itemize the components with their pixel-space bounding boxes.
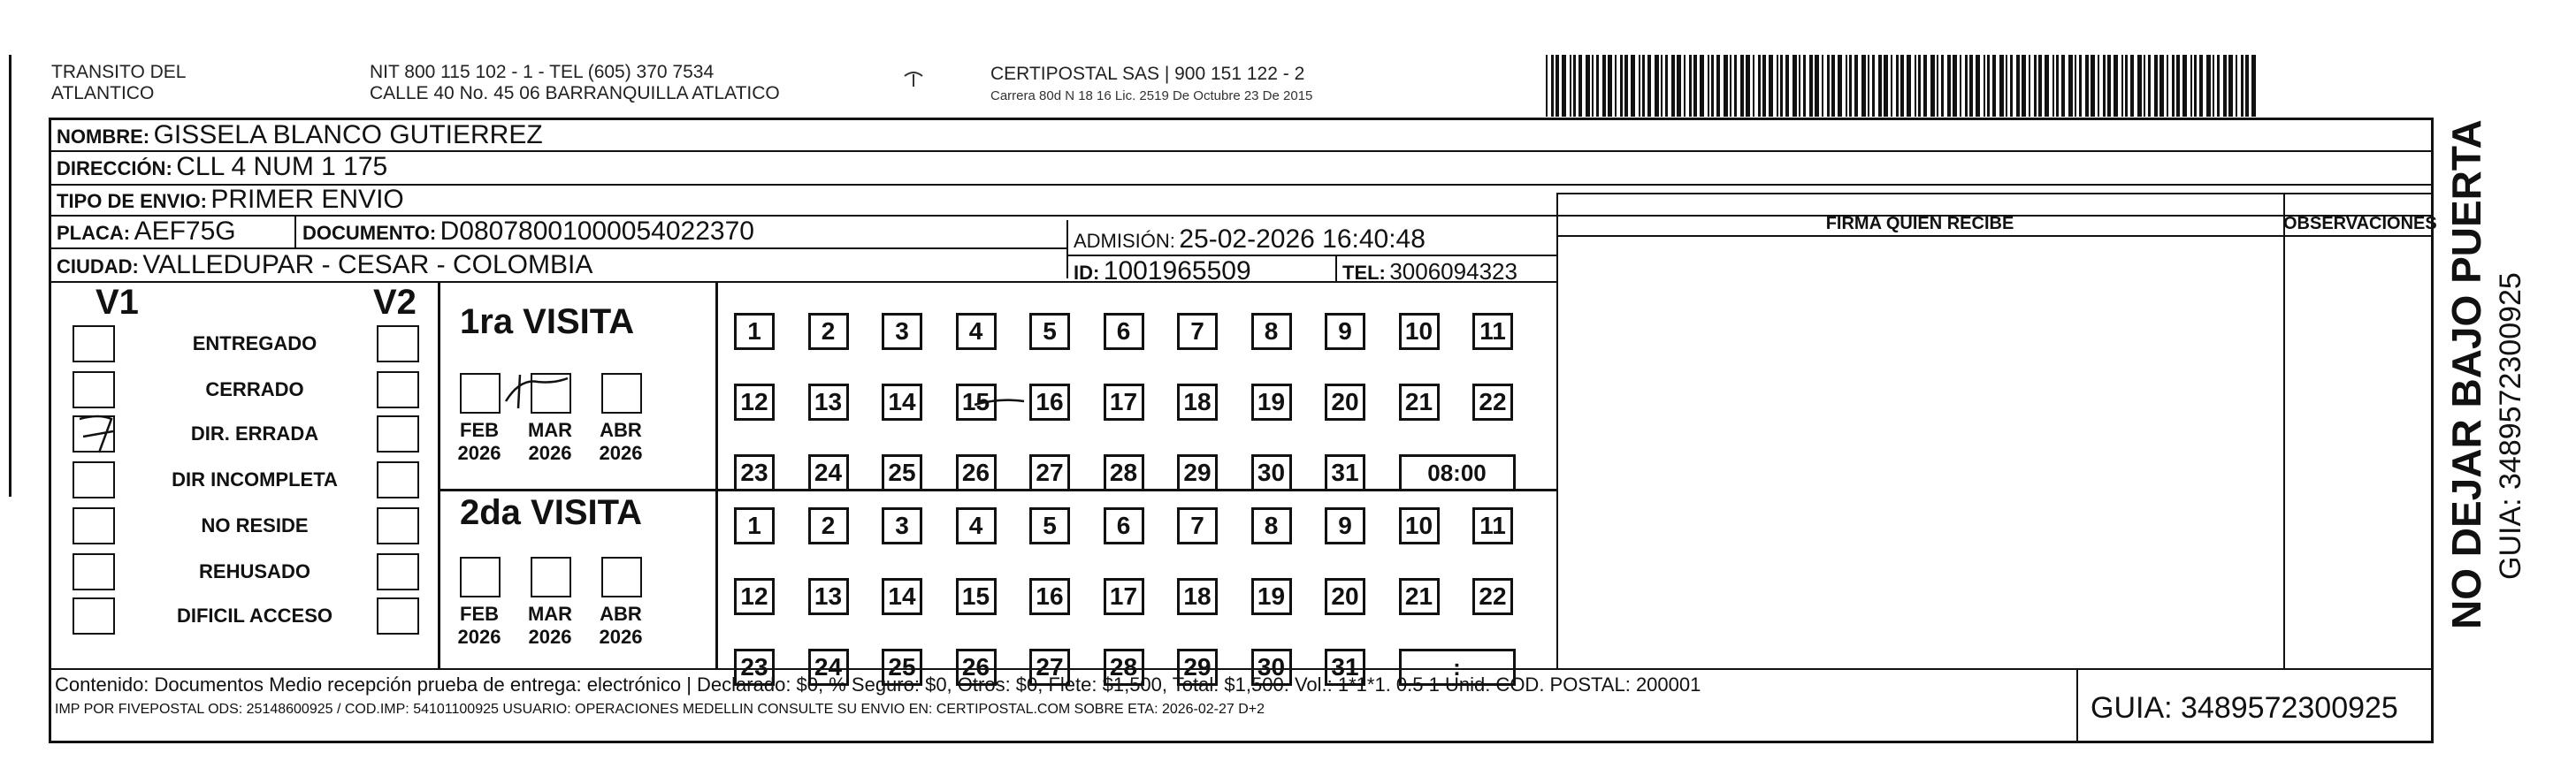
barcode-bar <box>1570 55 1571 117</box>
second-month-label: MAR <box>527 603 573 625</box>
barcode-bar <box>1708 55 1709 117</box>
barcode-bar <box>1827 55 1830 117</box>
barcode-bar <box>1608 55 1612 117</box>
barcode-bar <box>1846 55 1847 117</box>
barcode-bar <box>2125 55 2128 117</box>
barcode-bar <box>1661 55 1663 117</box>
tel-label: TEL: <box>1342 262 1386 284</box>
barcode-bar <box>2045 55 2049 117</box>
v1-checkbox[interactable] <box>73 507 115 544</box>
barcode-bar <box>2182 55 2187 117</box>
barcode-bar <box>2199 55 2203 117</box>
barcode-bar <box>2010 55 2013 117</box>
first-day-box[interactable]: 23 <box>734 454 775 491</box>
barcode-bar <box>1809 55 1813 117</box>
first-day-box[interactable]: 22 <box>1472 384 1513 421</box>
second-day-box[interactable]: 28 <box>1104 649 1144 686</box>
barcode-bar <box>2251 55 2256 117</box>
second-year-label: 2026 <box>528 626 572 648</box>
id-label: ID: <box>1074 262 1100 284</box>
ciudad-value: VALLEDUPAR - CESAR - COLOMBIA <box>142 250 593 279</box>
second-day-box[interactable]: 5 <box>1029 507 1070 544</box>
first-visit-title: 1ra VISITA <box>460 302 635 341</box>
barcode-bar <box>1900 55 1904 117</box>
barcode-bar <box>1891 55 1892 117</box>
second-day-box[interactable]: 3 <box>882 507 922 544</box>
barcode-bar <box>2206 55 2211 117</box>
first-day-box[interactable]: 21 <box>1399 384 1440 421</box>
barcode-bar <box>2121 55 2123 117</box>
barcode-bar <box>1711 55 1714 117</box>
second-day-box[interactable]: 11 <box>1472 507 1513 544</box>
ciudad-label: CIUDAD: <box>57 255 139 278</box>
barcode-bar <box>1792 55 1797 117</box>
v1-checkbox[interactable] <box>73 325 115 362</box>
barcode-bar <box>1868 55 1869 117</box>
barcode <box>1546 55 2260 117</box>
footer-imp: IMP POR FIVEPOSTAL ODS: 25148600925 / COD.IMP: 54101100925 USUARIO: OPERACIONES MEDELLIN CONSULTE SU ENVIO EN: CERTIPOSTAL.COM SOBRE ETA: 2026-02-27 D+2 <box>55 702 1265 717</box>
divider <box>51 150 2432 152</box>
side-guia: GUIA: 3489572300925 <box>2494 272 2527 580</box>
barcode-bar <box>1861 55 1866 117</box>
barcode-bar <box>2029 55 2030 117</box>
delivery-form <box>49 118 2437 743</box>
first-day-box[interactable]: 16 <box>1029 384 1070 421</box>
barcode-bar <box>1999 55 2004 117</box>
issuer-name <box>51 62 186 104</box>
second-day-box[interactable]: 26 <box>956 649 997 686</box>
barcode-bar <box>1854 55 1858 117</box>
courier-line: CERTIPOSTAL SAS | 900 151 122 - 2 <box>990 64 1305 84</box>
first-month-label: FEB <box>460 419 499 441</box>
barcode-bar <box>1987 55 1990 117</box>
direccion-value: CLL 4 NUM 1 175 <box>176 152 388 181</box>
id-value: 1001965509 <box>1103 256 1251 285</box>
second-day-box[interactable]: 19 <box>1251 578 1292 615</box>
second-day-box[interactable]: 1 <box>734 507 775 544</box>
direccion-label: DIRECCIÓN: <box>57 157 172 179</box>
barcode-bar <box>1592 55 1594 117</box>
barcode-bar <box>1671 55 1675 117</box>
divider <box>1335 255 1337 283</box>
barcode-bar <box>1724 55 1728 117</box>
barcode-bar <box>2213 55 2214 117</box>
barcode-bar <box>1915 55 1916 117</box>
barcode-bar <box>2114 55 2118 117</box>
second-day-box[interactable]: 24 <box>808 649 849 686</box>
first-day-box[interactable]: 17 <box>1104 384 1144 421</box>
barcode-bar <box>1677 55 1681 117</box>
barcode-bar <box>1947 55 1951 117</box>
second-day-box[interactable]: 29 <box>1177 649 1218 686</box>
barcode-bar <box>2223 55 2227 117</box>
barcode-bar <box>1746 55 1750 117</box>
barcode-bar <box>1769 55 1773 117</box>
second-day-box[interactable]: 8 <box>1251 507 1292 544</box>
barcode-bar <box>2194 55 2197 117</box>
divider <box>51 281 1556 283</box>
barcode-bar <box>2167 55 2168 117</box>
barcode-bar <box>2137 55 2142 117</box>
barcode-bar <box>1969 55 1973 117</box>
barcode-bar <box>2061 55 2065 117</box>
barcode-bar <box>1941 55 1944 117</box>
second-day-box[interactable]: 25 <box>882 649 922 686</box>
second-day-box[interactable]: 10 <box>1399 507 1440 544</box>
option-label: DIFICIL ACCESO <box>176 605 333 627</box>
barcode-bar <box>2103 55 2106 117</box>
barcode-bar <box>1684 55 1685 117</box>
barcode-bar <box>1615 55 1617 117</box>
second-visit-title: 2da VISITA <box>460 493 642 532</box>
tel-row <box>1342 256 1517 291</box>
barcode-bar <box>2079 55 2082 117</box>
first-day-box[interactable]: 12 <box>734 384 775 421</box>
handwritten-mark-feb <box>502 369 573 414</box>
barcode-bar <box>2038 55 2042 117</box>
barcode-bar <box>1822 55 1823 117</box>
barcode-bar <box>2148 55 2151 117</box>
barcode-bar <box>1762 55 1766 117</box>
option-label: REHUSADO <box>199 560 310 582</box>
v1-checkbox[interactable] <box>73 553 115 590</box>
first-month-label: ABR <box>600 419 642 441</box>
id-row <box>1074 256 1251 291</box>
barcode-bar <box>1960 55 1961 117</box>
barcode-bar <box>2217 55 2220 117</box>
first-day-box[interactable]: 13 <box>808 384 849 421</box>
barcode-bar <box>2241 55 2243 117</box>
observaciones-column-border <box>2283 193 2285 668</box>
barcode-bar <box>1965 55 1968 117</box>
handwritten-mark-26 <box>973 385 1026 415</box>
divider <box>1556 193 2432 194</box>
first-year-label: 2026 <box>528 442 572 464</box>
barcode-bar <box>1624 55 1628 117</box>
second-day-box[interactable]: 17 <box>1104 578 1144 615</box>
firma-column-border <box>1556 193 1558 668</box>
barcode-bar <box>1918 55 1921 117</box>
barcode-bar <box>1693 55 1697 117</box>
barcode-bar <box>1551 55 1554 117</box>
option-label: CERRADO <box>205 378 304 400</box>
second-month-checkbox[interactable] <box>460 557 501 597</box>
option-label: ENTREGADO <box>192 332 317 354</box>
barcode-bar <box>2190 55 2192 117</box>
barcode-bar <box>2245 55 2249 117</box>
second-day-box[interactable]: 31 <box>1325 649 1365 686</box>
divider <box>1066 220 1068 278</box>
divider <box>51 668 2432 670</box>
barcode-bar <box>2006 55 2007 117</box>
barcode-bar <box>1655 55 1659 117</box>
divider <box>294 215 296 247</box>
barcode-bar <box>2034 55 2037 117</box>
first-day-box[interactable]: 10 <box>1399 313 1440 350</box>
divider <box>51 184 2432 186</box>
second-day-box[interactable]: 2 <box>808 507 849 544</box>
pin-icon <box>902 71 925 93</box>
barcode-bar <box>1573 55 1576 117</box>
barcode-bar <box>1815 55 1819 117</box>
tipo-value: PRIMER ENVIO <box>210 185 404 214</box>
v2-checkbox[interactable] <box>377 461 419 498</box>
second-day-box[interactable]: 12 <box>734 578 775 615</box>
second-day-box[interactable]: 23 <box>734 649 775 686</box>
second-month-label: FEB <box>460 603 499 625</box>
barcode-bar <box>1984 55 1985 117</box>
second-month-checkbox[interactable] <box>531 557 571 597</box>
first-day-box[interactable]: 24 <box>808 454 849 491</box>
second-day-box[interactable]: 22 <box>1472 578 1513 615</box>
first-year-label: 2026 <box>599 442 643 464</box>
firma-header: FIRMA QUIEN RECIBE <box>1825 214 2014 233</box>
second-year-label: 2026 <box>457 626 501 648</box>
barcode-bar <box>1562 55 1566 117</box>
first-day-box[interactable]: 27 <box>1029 454 1070 491</box>
first-month-checkbox[interactable] <box>601 373 642 414</box>
second-day-box[interactable]: 9 <box>1325 507 1365 544</box>
second-day-box[interactable]: 7 <box>1177 507 1218 544</box>
first-day-box[interactable]: 11 <box>1472 313 1513 350</box>
documento-value: D08078001000054022370 <box>440 217 754 246</box>
barcode-bar <box>1896 55 1899 117</box>
second-day-box[interactable]: 18 <box>1177 578 1218 615</box>
first-day-box[interactable]: 2 <box>808 313 849 350</box>
issuer-line-2: ATLANTICO <box>51 83 155 103</box>
divider <box>51 247 1066 249</box>
first-day-box[interactable]: 5 <box>1029 313 1070 350</box>
barcode-bar <box>1884 55 1888 117</box>
second-day-box[interactable]: 14 <box>882 578 922 615</box>
barcode-bar <box>1838 55 1842 117</box>
option-label: DIR. ERRADA <box>190 422 319 445</box>
barcode-bar <box>1976 55 1980 117</box>
barcode-bar <box>2085 55 2089 117</box>
barcode-bar <box>1780 55 1783 117</box>
placa-value: AEF75G <box>134 217 236 246</box>
barcode-bar <box>1546 55 1548 117</box>
barcode-bar <box>1907 55 1911 117</box>
first-day-box[interactable]: 31 <box>1325 454 1365 491</box>
visit-divider <box>438 489 1556 491</box>
second-day-box[interactable]: 20 <box>1325 578 1365 615</box>
nombre-value: GISSELA BLANCO GUTIERREZ <box>153 120 543 149</box>
divider <box>715 281 718 668</box>
barcode-bar <box>1639 55 1640 117</box>
barcode-bar <box>1578 55 1582 117</box>
first-day-box[interactable]: 3 <box>882 313 922 350</box>
first-day-box[interactable]: 7 <box>1177 313 1218 350</box>
left-margin-line <box>9 55 11 497</box>
no-dejar-bajo-puerta: NO DEJAR BAJO PUERTA <box>2443 119 2489 629</box>
v2-checkbox[interactable] <box>377 325 419 362</box>
barcode-bar <box>2130 55 2134 117</box>
barcode-bar <box>2056 55 2059 117</box>
barcode-bar <box>2236 55 2237 117</box>
documento-row <box>302 217 754 251</box>
barcode-bar <box>1665 55 1668 117</box>
tel-value: 3006094323 <box>1389 258 1517 285</box>
first-day-box[interactable]: 20 <box>1325 384 1365 421</box>
barcode-bar <box>1689 55 1692 117</box>
v2-header: V2 <box>373 283 417 322</box>
barcode-bar <box>1785 55 1789 117</box>
option-label: NO RESIDE <box>201 514 309 536</box>
address-line: CALLE 40 No. 45 06 BARRANQUILLA ATLATICO <box>370 83 780 103</box>
second-day-box[interactable]: 15 <box>956 578 997 615</box>
barcode-bar <box>1758 55 1761 117</box>
observaciones-header: OBSERVACIONES <box>2283 214 2437 233</box>
v1-checkbox[interactable] <box>73 461 115 498</box>
barcode-bar <box>1872 55 1875 117</box>
ciudad-row <box>57 250 592 285</box>
second-day-box[interactable]: 27 <box>1029 649 1070 686</box>
placa-label: PLACA: <box>57 222 131 244</box>
first-month-label: MAR <box>527 419 573 441</box>
second-year-label: 2026 <box>599 626 643 648</box>
admision-value: 25-02-2026 16:40:48 <box>1179 224 1426 254</box>
barcode-bar <box>1740 55 1744 117</box>
barcode-bar <box>2052 55 2054 117</box>
barcode-bar <box>2075 55 2076 117</box>
courier-info <box>990 64 1312 104</box>
barcode-bar <box>2107 55 2111 117</box>
v2-checkbox[interactable] <box>377 597 419 635</box>
barcode-bar <box>1642 55 1645 117</box>
barcode-bar <box>2016 55 2020 117</box>
direccion-row <box>57 152 387 186</box>
v2-checkbox[interactable] <box>377 553 419 590</box>
barcode-bar <box>1602 55 1606 117</box>
tipo-label: TIPO DE ENVIO: <box>57 190 207 212</box>
first-day-box[interactable]: 6 <box>1104 313 1144 350</box>
barcode-bar <box>1596 55 1599 117</box>
first-day-box[interactable]: 25 <box>882 454 922 491</box>
v1-checkbox[interactable] <box>73 597 115 635</box>
second-day-box[interactable]: 13 <box>808 578 849 615</box>
first-time-box[interactable]: 08:00 <box>1399 454 1516 491</box>
admision-label: ADMISIÓN: <box>1074 230 1175 252</box>
barcode-bar <box>1647 55 1651 117</box>
barcode-bar <box>1992 55 1996 117</box>
barcode-bar <box>1937 55 1938 117</box>
second-day-box[interactable]: 21 <box>1399 578 1440 615</box>
issuer-contact <box>370 62 780 104</box>
first-day-box[interactable]: 18 <box>1177 384 1218 421</box>
second-time-box[interactable]: : <box>1399 649 1516 686</box>
v1-checkbox[interactable] <box>73 371 115 408</box>
barcode-bar <box>1631 55 1635 117</box>
issuer-line-1: TRANSITO DEL <box>51 62 187 82</box>
barcode-bar <box>1799 55 1800 117</box>
barcode-bar <box>2172 55 2175 117</box>
documento-label: DOCUMENTO: <box>302 222 437 244</box>
barcode-bar <box>1734 55 1737 117</box>
divider <box>438 281 440 668</box>
first-day-box[interactable]: 29 <box>1177 454 1218 491</box>
license-line: Carrera 80d N 18 16 Lic. 2519 De Octubre 23 De 2015 <box>990 88 1313 103</box>
barcode-bar <box>1556 55 1559 117</box>
barcode-bar <box>1730 55 1731 117</box>
nit-line: NIT 800 115 102 - 1 - TEL (605) 370 7534 <box>370 62 715 82</box>
first-day-box[interactable]: 8 <box>1251 313 1292 350</box>
v1-header: V1 <box>96 283 139 322</box>
first-day-box[interactable]: 28 <box>1104 454 1144 491</box>
divider <box>1556 235 2432 237</box>
v2-checkbox[interactable] <box>377 507 419 544</box>
first-day-box[interactable]: 4 <box>956 313 997 350</box>
v2-checkbox[interactable] <box>377 371 419 408</box>
first-day-box[interactable]: 1 <box>734 313 775 350</box>
second-day-box[interactable]: 6 <box>1104 507 1144 544</box>
barcode-bar <box>2159 55 2164 117</box>
barcode-bar <box>2022 55 2026 117</box>
barcode-bar <box>1716 55 1720 117</box>
handwritten-mark-dir-errada <box>73 410 134 460</box>
first-month-checkbox[interactable] <box>460 373 501 414</box>
v2-checkbox[interactable] <box>377 415 419 453</box>
first-day-box[interactable]: 9 <box>1325 313 1365 350</box>
first-day-box[interactable]: 26 <box>956 454 997 491</box>
barcode-bar <box>2176 55 2180 117</box>
barcode-bar <box>1803 55 1806 117</box>
barcode-bar <box>1831 55 1835 117</box>
nombre-label: NOMBRE: <box>57 126 150 148</box>
barcode-bar <box>2068 55 2073 117</box>
barcode-bar <box>1930 55 1935 117</box>
footer-guia: GUIA: 3489572300925 <box>2091 691 2398 725</box>
first-day-box[interactable]: 30 <box>1251 454 1292 491</box>
second-day-box[interactable]: 30 <box>1251 649 1292 686</box>
second-month-label: ABR <box>600 603 642 625</box>
barcode-bar <box>1777 55 1778 117</box>
first-day-box[interactable]: 19 <box>1251 384 1292 421</box>
second-day-box[interactable]: 4 <box>956 507 997 544</box>
barcode-bar <box>1923 55 1927 117</box>
barcode-bar <box>1878 55 1882 117</box>
barcode-bar <box>2144 55 2145 117</box>
barcode-bar <box>2098 55 2099 117</box>
barcode-bar <box>2154 55 2158 117</box>
placa-row <box>57 217 236 251</box>
second-month-checkbox[interactable] <box>601 557 642 597</box>
barcode-bar <box>1700 55 1704 117</box>
divider <box>2076 668 2078 743</box>
barcode-bar <box>1849 55 1852 117</box>
barcode-bar <box>1753 55 1754 117</box>
first-year-label: 2026 <box>457 442 501 464</box>
barcode-bar <box>1953 55 1957 117</box>
option-label: DIR INCOMPLETA <box>172 468 338 491</box>
first-day-box[interactable]: 14 <box>882 384 922 421</box>
second-day-box[interactable]: 16 <box>1029 578 1070 615</box>
barcode-bar <box>1586 55 1590 117</box>
barcode-bar <box>2091 55 2095 117</box>
barcode-bar <box>2228 55 2233 117</box>
barcode-bar <box>1620 55 1623 117</box>
first-day-box[interactable]: 15 <box>956 384 997 421</box>
footer-contenido: Contenido: Documentos Medio recepción prueba de entrega: electrónico | Declarado: $0, % Seguro: $0, Otros: $0, Flete: $1,500, Total: $1,500. Vol.: 1*1*1. 0.5 1 Unid. COD. POSTAL: 200001 <box>55 673 1701 696</box>
